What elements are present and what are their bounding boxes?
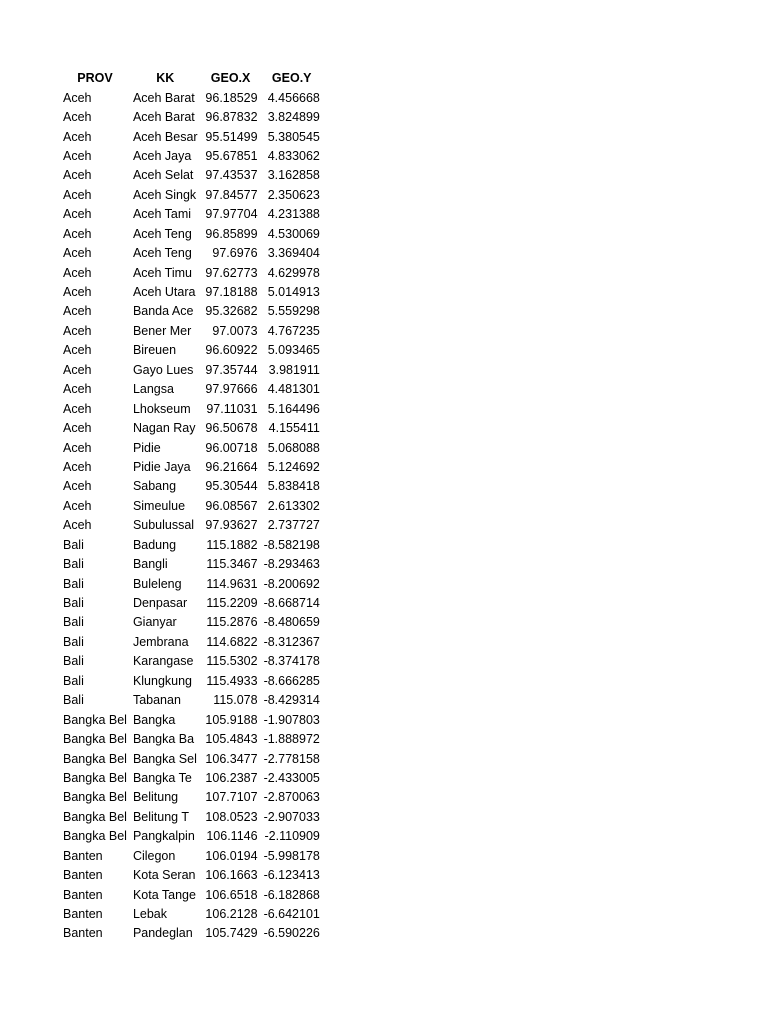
cell-geo-y[interactable]: 3.981911	[268, 362, 320, 377]
table-row	[60, 225, 323, 244]
cell-kk[interactable]: Bangka	[132, 712, 176, 727]
cell-kk[interactable]: Aceh Tami	[132, 207, 192, 222]
cell-geo-y[interactable]: 5.164496	[267, 401, 320, 416]
table-row	[60, 808, 323, 827]
table-row	[60, 419, 323, 438]
cell-geo-x[interactable]: 107.7107	[205, 790, 258, 805]
cell-geo-x[interactable]: 96.08567	[205, 498, 258, 513]
cell-geo-y[interactable]: -2.433005	[263, 770, 320, 785]
header-row	[60, 69, 323, 88]
cell-geo-x[interactable]: 106.1146	[206, 829, 258, 844]
cell-geo-y[interactable]: 5.559298	[267, 304, 320, 319]
table-row	[60, 127, 323, 146]
cell-geo-x[interactable]: 96.60922	[205, 343, 258, 358]
table-row	[60, 361, 323, 380]
cell-kk[interactable]: Pidie Jaya	[132, 459, 191, 474]
table-row	[60, 613, 323, 632]
cell-geo-y[interactable]: -2.778158	[263, 751, 320, 766]
cell-prov[interactable]: Bangka Bel	[63, 790, 127, 805]
cell-geo-y[interactable]: -8.293463	[263, 557, 320, 572]
cell-kk[interactable]: Cilegon	[132, 848, 176, 863]
cell-geo-x[interactable]: 96.50678	[205, 421, 258, 436]
table-row	[60, 633, 323, 652]
cell-prov[interactable]: Bangka Bel	[63, 751, 127, 766]
cell-geo-x[interactable]: 97.18188	[205, 285, 258, 300]
cell-kk[interactable]: Pandeglan	[132, 926, 193, 941]
table-row	[60, 166, 323, 185]
cell-geo-y[interactable]: -6.590226	[263, 926, 320, 941]
cell-kk[interactable]: Bireuen	[132, 343, 177, 358]
cell-prov[interactable]: Bangka Bel	[63, 770, 127, 785]
cell-prov[interactable]: Aceh	[63, 362, 92, 377]
cell-geo-x[interactable]: 115.3467	[206, 557, 258, 572]
table-row	[60, 905, 323, 924]
cell-prov[interactable]: Aceh	[63, 187, 92, 202]
cell-prov[interactable]: Bali	[63, 576, 84, 591]
cell-kk[interactable]: Aceh Selat	[132, 168, 194, 183]
header-cell-kk[interactable]: KK	[156, 71, 175, 86]
cell-geo-y[interactable]: -6.642101	[263, 907, 320, 922]
cell-geo-x[interactable]: 106.6518	[205, 887, 258, 902]
cell-geo-y[interactable]: 5.014913	[267, 285, 320, 300]
cell-geo-x[interactable]: 115.4933	[206, 673, 258, 688]
cell-geo-y[interactable]: 4.767235	[267, 323, 320, 338]
cell-prov[interactable]: Bali	[63, 596, 84, 611]
cell-geo-x[interactable]: 95.51499	[205, 129, 258, 144]
cell-kk[interactable]: Bangka Sel	[132, 751, 197, 766]
cell-geo-y[interactable]: 2.613302	[267, 498, 320, 513]
table-row	[60, 574, 323, 593]
cell-prov[interactable]: Banten	[63, 868, 103, 883]
cell-geo-x[interactable]: 114.6822	[206, 634, 258, 649]
cell-prov[interactable]: Bali	[63, 557, 84, 572]
cell-geo-y[interactable]: 2.350623	[267, 187, 320, 202]
cell-prov[interactable]: Aceh	[63, 265, 92, 280]
cell-geo-y[interactable]: -2.110909	[264, 829, 320, 844]
cell-prov[interactable]: Banten	[63, 887, 103, 902]
table-row	[60, 438, 323, 457]
cell-geo-y[interactable]: -6.182868	[263, 887, 320, 902]
table-row	[60, 827, 323, 846]
header-cell-geo-y[interactable]: GEO.Y	[271, 71, 312, 86]
cell-geo-y[interactable]: -6.123413	[263, 868, 320, 883]
cell-geo-x[interactable]: 106.3477	[205, 751, 258, 766]
cell-kk[interactable]: Aceh Barat	[132, 110, 195, 125]
cell-geo-x[interactable]: 115.2209	[206, 596, 258, 611]
cell-kk[interactable]: Aceh Teng	[132, 246, 192, 261]
cell-geo-y[interactable]: 3.824899	[267, 110, 320, 125]
table-row	[60, 147, 323, 166]
cell-geo-x[interactable]: 96.87832	[205, 110, 258, 125]
cell-geo-x[interactable]: 97.93627	[205, 518, 258, 533]
cell-prov[interactable]: Banten	[63, 926, 103, 941]
cell-kk[interactable]: Aceh Teng	[132, 226, 192, 241]
cell-kk[interactable]: Aceh Utara	[132, 285, 196, 300]
cell-geo-y[interactable]: -8.666285	[263, 673, 320, 688]
cell-kk[interactable]: Belitung T	[132, 809, 189, 824]
cell-kk[interactable]: Aceh Jaya	[132, 148, 192, 163]
cell-geo-y[interactable]: -8.429314	[263, 693, 320, 708]
header-cell-geo-x[interactable]: GEO.X	[210, 71, 251, 86]
table-row	[60, 322, 323, 341]
cell-prov[interactable]: Aceh	[63, 304, 92, 319]
cell-kk[interactable]: Bener Mer	[132, 323, 192, 338]
cell-geo-x[interactable]: 97.0073	[212, 323, 258, 338]
cell-kk[interactable]: Jembrana	[132, 634, 189, 649]
cell-kk[interactable]: Tabanan	[132, 693, 181, 708]
cell-kk[interactable]: Bangka Ba	[132, 732, 195, 747]
cell-prov[interactable]: Aceh	[63, 246, 92, 261]
cell-kk[interactable]: Gianyar	[132, 615, 177, 630]
cell-geo-x[interactable]: 97.43537	[205, 168, 258, 183]
table-row	[60, 380, 323, 399]
cell-prov[interactable]: Banten	[63, 907, 103, 922]
table-row	[60, 691, 323, 710]
cell-prov[interactable]: Bali	[63, 654, 84, 669]
cell-kk[interactable]: Nagan Ray	[132, 421, 196, 436]
cell-kk[interactable]: Sabang	[132, 479, 177, 494]
cell-kk[interactable]: Karangase	[132, 654, 194, 669]
cell-geo-y[interactable]: -1.907803	[263, 712, 320, 727]
cell-prov[interactable]: Aceh	[63, 110, 92, 125]
cell-geo-y[interactable]: -2.870063	[263, 790, 320, 805]
cell-kk[interactable]: Simeulue	[132, 498, 186, 513]
cell-geo-y[interactable]: 4.456668	[267, 90, 320, 105]
cell-geo-x[interactable]: 106.1663	[205, 868, 258, 883]
table-row	[60, 866, 323, 885]
cell-geo-x[interactable]: 95.30544	[205, 479, 258, 494]
cell-kk[interactable]: Pangkalpin	[132, 829, 195, 844]
cell-geo-x[interactable]: 105.4843	[205, 732, 258, 747]
cell-geo-x[interactable]: 97.35744	[205, 362, 258, 377]
cell-kk[interactable]: Aceh Barat	[132, 90, 195, 105]
cell-prov[interactable]: Aceh	[63, 168, 92, 183]
cell-prov[interactable]: Bali	[63, 537, 84, 552]
cell-kk[interactable]: Bangka Te	[132, 770, 192, 785]
table-row	[60, 769, 323, 788]
cell-geo-x[interactable]: 108.0523	[205, 809, 258, 824]
cell-prov[interactable]: Aceh	[63, 498, 92, 513]
header-cell-prov[interactable]: PROV	[77, 71, 113, 86]
cell-prov[interactable]: Bangka Bel	[63, 829, 127, 844]
cell-kk[interactable]: Badung	[132, 537, 177, 552]
table-row	[60, 788, 323, 807]
cell-geo-x[interactable]: 96.85899	[205, 226, 258, 241]
cell-geo-x[interactable]: 97.97704	[205, 207, 258, 222]
cell-geo-x[interactable]: 106.0194	[205, 848, 258, 863]
cell-geo-y[interactable]: -8.480659	[263, 615, 320, 630]
cell-kk[interactable]: Buleleng	[132, 576, 182, 591]
spreadsheet-table	[60, 69, 323, 944]
cell-prov[interactable]: Bali	[63, 693, 84, 708]
cell-geo-y[interactable]: 3.369404	[267, 246, 320, 261]
cell-geo-x[interactable]: 96.00718	[205, 440, 258, 455]
table-row	[60, 749, 323, 768]
cell-geo-y[interactable]: -8.312367	[263, 634, 320, 649]
cell-kk[interactable]: Gayo Lues	[132, 362, 194, 377]
table-row	[60, 672, 323, 691]
cell-geo-y[interactable]: 4.481301	[267, 382, 320, 397]
cell-prov[interactable]: Aceh	[63, 129, 92, 144]
cell-geo-y[interactable]: -1.888972	[263, 732, 320, 747]
cell-kk[interactable]: Pidie	[132, 440, 161, 455]
cell-geo-x[interactable]: 115.2876	[206, 615, 258, 630]
cell-geo-x[interactable]: 96.21664	[205, 459, 258, 474]
cell-geo-x[interactable]: 97.84577	[205, 187, 258, 202]
cell-prov[interactable]: Aceh	[63, 518, 92, 533]
cell-kk[interactable]: Bangli	[132, 557, 168, 572]
table-row	[60, 924, 323, 943]
cell-geo-y[interactable]: 5.124692	[267, 459, 320, 474]
table-row	[60, 186, 323, 205]
cell-prov[interactable]: Aceh	[63, 440, 92, 455]
cell-geo-x[interactable]: 114.9631	[206, 576, 258, 591]
cell-geo-y[interactable]: 5.068088	[267, 440, 320, 455]
cell-geo-y[interactable]: 5.838418	[267, 479, 320, 494]
cell-geo-y[interactable]: -5.998178	[263, 848, 320, 863]
cell-geo-y[interactable]: -8.582198	[263, 537, 320, 552]
cell-geo-x[interactable]: 115.5302	[206, 654, 258, 669]
cell-prov[interactable]: Bangka Bel	[63, 732, 127, 747]
table-row	[60, 555, 323, 574]
cell-geo-x[interactable]: 115.1882	[206, 537, 258, 552]
cell-prov[interactable]: Aceh	[63, 401, 92, 416]
cell-geo-y[interactable]: 4.629978	[267, 265, 320, 280]
cell-geo-x[interactable]: 97.97666	[205, 382, 258, 397]
cell-geo-y[interactable]: 4.231388	[267, 207, 320, 222]
cell-prov[interactable]: Aceh	[63, 226, 92, 241]
cell-geo-y[interactable]: -2.907033	[263, 809, 320, 824]
table-row	[60, 244, 323, 263]
cell-prov[interactable]: Bali	[63, 673, 84, 688]
cell-prov[interactable]: Bali	[63, 634, 84, 649]
cell-prov[interactable]: Bali	[63, 615, 84, 630]
table-row	[60, 458, 323, 477]
cell-geo-y[interactable]: 5.380545	[267, 129, 320, 144]
cell-geo-x[interactable]: 105.7429	[205, 926, 258, 941]
cell-geo-y[interactable]: 3.162858	[267, 168, 320, 183]
cell-kk[interactable]: Lebak	[132, 907, 167, 922]
cell-prov[interactable]: Aceh	[63, 343, 92, 358]
cell-prov[interactable]: Banten	[63, 848, 103, 863]
cell-kk[interactable]: Langsa	[132, 382, 174, 397]
cell-geo-y[interactable]: -8.374178	[263, 654, 320, 669]
cell-prov[interactable]: Aceh	[63, 323, 92, 338]
cell-prov[interactable]: Aceh	[63, 148, 92, 163]
cell-kk[interactable]: Denpasar	[132, 596, 188, 611]
cell-geo-y[interactable]: 5.093465	[267, 343, 320, 358]
cell-kk[interactable]: Klungkung	[132, 673, 193, 688]
cell-kk[interactable]: Aceh Singk	[132, 187, 197, 202]
cell-prov[interactable]: Bangka Bel	[63, 809, 127, 824]
cell-geo-x[interactable]: 97.11031	[206, 401, 258, 416]
table-row	[60, 341, 323, 360]
table-row	[60, 516, 323, 535]
cell-geo-x[interactable]: 97.62773	[205, 265, 258, 280]
cell-geo-x[interactable]: 105.9188	[205, 712, 258, 727]
cell-prov[interactable]: Aceh	[63, 421, 92, 436]
cell-prov[interactable]: Aceh	[63, 382, 92, 397]
table-row	[60, 205, 323, 224]
table-row	[60, 302, 323, 321]
table-row	[60, 594, 323, 613]
table-row	[60, 652, 323, 671]
cell-kk[interactable]: Lhokseum	[132, 401, 191, 416]
table-row	[60, 536, 323, 555]
cell-kk[interactable]: Aceh Besar	[132, 129, 198, 144]
cell-prov[interactable]: Aceh	[63, 207, 92, 222]
cell-geo-y[interactable]: -8.200692	[263, 576, 320, 591]
table-row	[60, 399, 323, 418]
cell-geo-x[interactable]: 96.18529	[205, 90, 258, 105]
table-body	[60, 88, 323, 943]
cell-geo-y[interactable]: 4.530069	[267, 226, 320, 241]
cell-kk[interactable]: Kota Tange	[132, 887, 196, 902]
cell-geo-y[interactable]: -8.668714	[263, 596, 320, 611]
cell-prov[interactable]: Bangka Bel	[63, 712, 127, 727]
cell-kk[interactable]: Banda Ace	[132, 304, 194, 319]
cell-geo-y[interactable]: 2.737727	[267, 518, 320, 533]
cell-kk[interactable]: Aceh Timu	[132, 265, 192, 280]
cell-geo-x[interactable]: 95.67851	[205, 148, 258, 163]
cell-geo-x[interactable]: 106.2387	[205, 770, 258, 785]
cell-prov[interactable]: Aceh	[63, 90, 92, 105]
table-row	[60, 263, 323, 282]
table-row	[60, 730, 323, 749]
cell-kk[interactable]: Kota Seran	[132, 868, 196, 883]
table-row	[60, 847, 323, 866]
cell-geo-x[interactable]: 115.078	[213, 693, 258, 708]
table-row	[60, 108, 323, 127]
cell-geo-x[interactable]: 97.6976	[212, 246, 258, 261]
cell-prov[interactable]: Aceh	[63, 459, 92, 474]
cell-prov[interactable]: Aceh	[63, 285, 92, 300]
cell-prov[interactable]: Aceh	[63, 479, 92, 494]
table-row	[60, 477, 323, 496]
cell-geo-x[interactable]: 106.2128	[205, 907, 258, 922]
cell-kk[interactable]: Subulussal	[132, 518, 195, 533]
cell-geo-y[interactable]: 4.155411	[268, 421, 320, 436]
table-row	[60, 88, 323, 107]
table-row	[60, 497, 323, 516]
cell-geo-x[interactable]: 95.32682	[205, 304, 258, 319]
table-row	[60, 885, 323, 904]
table-row	[60, 283, 323, 302]
cell-geo-y[interactable]: 4.833062	[267, 148, 320, 163]
table-row	[60, 710, 323, 729]
cell-kk[interactable]: Belitung	[132, 790, 179, 805]
